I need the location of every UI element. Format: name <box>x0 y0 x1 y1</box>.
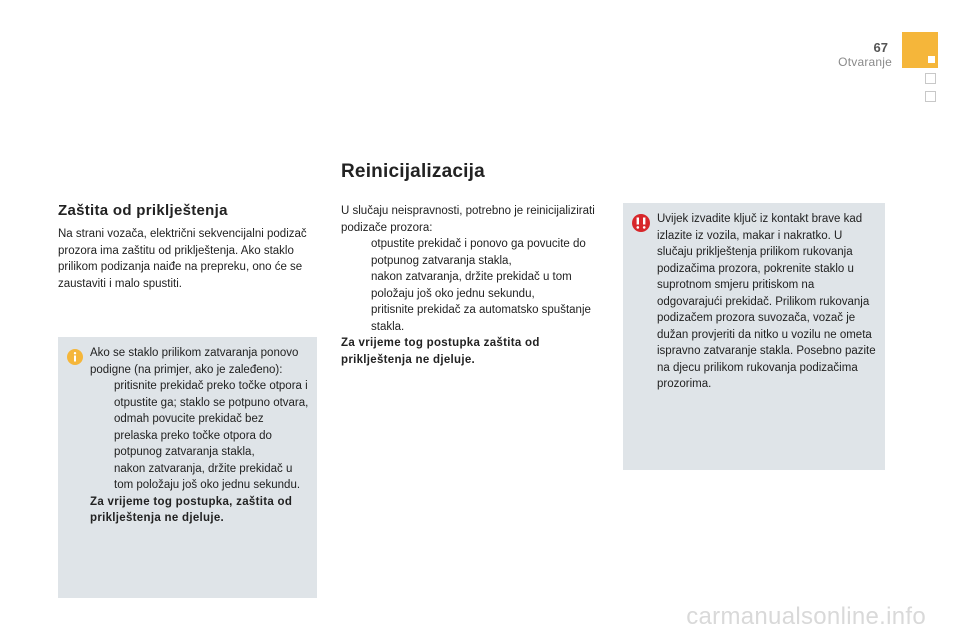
tab-mark-icon <box>928 56 935 63</box>
info-bullet-list <box>90 378 310 494</box>
warning-box-content <box>657 211 877 393</box>
info-intro: Ako se staklo prilikom zatvaranja ponovo podigne (na primjer, ako je zaleđeno): <box>90 347 299 376</box>
anti-pinch-paragraph: Na strani vozača, električni sekvencijalni podizač prozora ima zaštitu od priklještenja. Ako staklo prilikom podizanja naiđe na prepreku, ono će se zaustaviti i malo spustiti. <box>58 228 307 291</box>
warning-icon <box>632 214 650 232</box>
warning-text: Uvijek izvadite ključ iz kontakt brave kad izlazite iz vozila, makar i nakratko. U slučaju priklještenja prilikom rukovanja podizačima prozora, pokrenite staklo u suprotnom smjeru pritiskom na odgovarajući prekidač. Prilikom rukovanja podizačem prozora suvozača, vozač je dužan provjeriti da nitko u vozilu ne ometa ispravno zatvaranje stakla. Posebno pazite na djecu prilikom rukovanja podizačima prozorima. <box>657 213 876 390</box>
list-item-text: otpustite prekidač i ponovo ga povucite do potpunog zatvaranja stakla, <box>371 238 586 267</box>
list-item <box>90 378 310 411</box>
list-item <box>341 236 613 269</box>
list-item-text: nakon zatvaranja, držite prekidač u tom položaju još oko jednu sekundu. <box>114 462 301 491</box>
list-item <box>341 269 613 302</box>
list-item <box>90 411 310 461</box>
list-item-text: pritisnite prekidač za automatsko spuštanje stakla. <box>371 304 591 333</box>
list-item-text: odmah povucite prekidač bez prelaska preko točke otpora do potpunog zatvaranja stakla, <box>114 413 272 458</box>
list-item-text: pritisnite prekidač preko točke otpora i otpustite ga; staklo se potpuno otvara, <box>114 380 309 409</box>
chapter-tab-marker <box>902 32 938 68</box>
page-number: 67 <box>873 40 888 55</box>
section-title: Otvaranje <box>838 55 892 69</box>
info-icon <box>67 349 83 365</box>
chapter-square-icon <box>925 73 936 84</box>
chapter-square-icon <box>925 91 936 102</box>
info-note: Za vrijeme tog postupka, zaštita od priklještenja ne djeluje. <box>90 495 293 524</box>
watermark: carmanualsonline.info <box>686 603 926 630</box>
reinit-intro: U slučaju neispravnosti, potrebno je reinicijalizirati podizače prozora: <box>341 205 595 234</box>
reinit-content <box>341 203 613 368</box>
list-item-text: nakon zatvaranja, držite prekidač u tom položaju još oko jednu sekundu, <box>371 271 572 300</box>
reinit-heading: Reinicijalizacija <box>341 161 485 182</box>
list-item <box>341 302 613 335</box>
info-box <box>58 337 317 598</box>
reinit-note: Za vrijeme tog postupka zaštita od priklještenja ne djeluje. <box>341 337 540 366</box>
warning-box <box>623 203 885 470</box>
reinit-bullet-list <box>341 236 613 335</box>
list-item <box>90 461 310 494</box>
anti-pinch-heading: Zaštita od priklještenja <box>58 202 228 219</box>
info-box-content <box>90 345 310 527</box>
